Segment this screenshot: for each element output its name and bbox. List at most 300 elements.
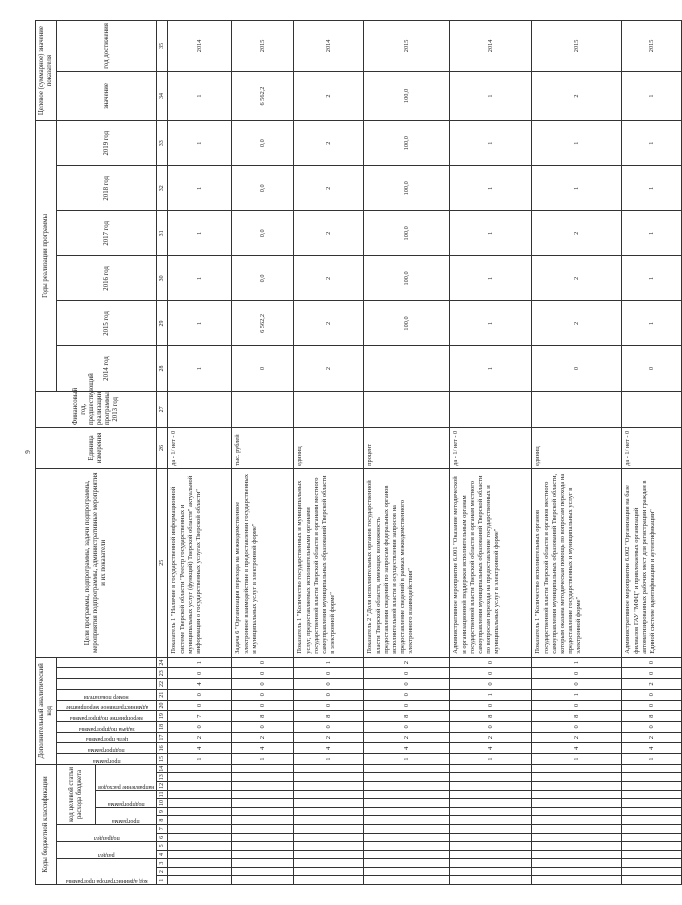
achievement-year-cell: 2014 <box>294 21 364 72</box>
code-cell: 0 <box>232 689 294 700</box>
code-cell <box>294 850 364 859</box>
column-number: 16 <box>157 743 168 754</box>
code-cell <box>532 842 622 851</box>
year-value-cell: 1 <box>622 166 682 211</box>
code-cell: 0 <box>168 689 232 700</box>
base-year-cell <box>294 391 364 427</box>
year-value-cell: 1 <box>532 121 622 166</box>
year-value-cell: 0,0 <box>232 256 294 301</box>
code-cell <box>450 799 532 808</box>
code-cell: 0 <box>450 700 532 711</box>
code-cell <box>168 790 232 799</box>
year-value-cell: 1 <box>168 301 232 346</box>
column-number: 32 <box>157 166 168 211</box>
code-cell <box>294 859 364 868</box>
column-number: 12 <box>157 782 168 791</box>
code-cell <box>532 833 622 842</box>
base-year-cell <box>532 391 622 427</box>
year-value-cell: 0 <box>622 346 682 391</box>
code-cell: 0 <box>294 689 364 700</box>
code-cell: 4 <box>232 743 294 754</box>
code-cell <box>168 764 232 773</box>
code-cell <box>168 859 232 868</box>
column-number: 24 <box>157 657 168 668</box>
year-value-cell: 100,0 <box>364 121 450 166</box>
year-value-cell: 1 <box>622 121 682 166</box>
achievement-year-cell: 2015 <box>364 21 450 72</box>
code-cell <box>450 782 532 791</box>
code-cell: 0 <box>532 679 622 690</box>
final-value-cell: 1 <box>168 71 232 120</box>
code-cell: 0 <box>364 679 450 690</box>
final-value-cell: 2 <box>294 71 364 120</box>
column-number: 30 <box>157 256 168 301</box>
final-value-cell: 2 <box>532 71 622 120</box>
code-cell: 7 <box>168 711 232 722</box>
code-cell: 2 <box>364 657 450 668</box>
year-value-cell: 1 <box>622 256 682 301</box>
code-cell: 4 <box>364 743 450 754</box>
code-cell <box>294 764 364 773</box>
code-cell <box>622 833 682 842</box>
year-value-cell: 6 562,2 <box>232 301 294 346</box>
final-value-cell: 100,0 <box>364 71 450 120</box>
indicator-description: Показатель 1 "Количество государственных и муниципальных услуг, предоставляемых исполнительными органами государственной власти Тверской области и органами местного самоуправления муниципальных образований Тверской области в электронной форме" <box>294 468 364 657</box>
code-cell <box>294 824 364 833</box>
code-cell: 2 <box>622 732 682 743</box>
column-number: 13 <box>157 773 168 782</box>
code-cell <box>294 876 364 885</box>
code-cell: 2 <box>622 679 682 690</box>
podprogramma-code-header: подпрограмма <box>107 800 145 807</box>
year-value-cell: 2 <box>532 211 622 256</box>
unit-cell: единиц <box>532 428 622 469</box>
code-cell: 0 <box>364 689 450 700</box>
code-cell <box>294 867 364 876</box>
year-value-cell: 2 <box>532 301 622 346</box>
year-value-cell: 1 <box>450 211 532 256</box>
code-cell <box>450 816 532 825</box>
year-value-cell: 1 <box>168 121 232 166</box>
code-cell <box>294 790 364 799</box>
code-cell: 0 <box>450 668 532 679</box>
code-cell: 0 <box>232 722 294 733</box>
code-cell <box>232 782 294 791</box>
code-cell <box>168 807 232 816</box>
year-value-cell: 1 <box>622 211 682 256</box>
year-2016-header: 2016 год <box>57 256 157 301</box>
year-value-cell: 100,0 <box>364 166 450 211</box>
admin-code-header: код администратора программы <box>65 878 148 884</box>
code-cell <box>532 807 622 816</box>
code-cell <box>450 859 532 868</box>
column-number: 26 <box>157 428 168 469</box>
code-cell <box>622 816 682 825</box>
code-cell: 8 <box>232 711 294 722</box>
code-cell: 0 <box>364 700 450 711</box>
column-number: 33 <box>157 121 168 166</box>
code-cell <box>364 842 450 851</box>
code-cell <box>168 876 232 885</box>
final-value-header: Целевое (суммарное) значение показателя <box>36 21 57 121</box>
column-number: 6 <box>157 833 168 842</box>
code-cell <box>532 850 622 859</box>
unit-cell: тыс. рублей <box>232 428 294 469</box>
code-cell: 0 <box>294 668 364 679</box>
column-number: 18 <box>157 722 168 733</box>
budget-codes-header: Коды бюджетной классификации <box>36 764 57 884</box>
code-cell: 1 <box>168 754 232 765</box>
table-row <box>364 21 450 885</box>
code-cell <box>450 824 532 833</box>
code-cell <box>622 859 682 868</box>
code-cell: 0 <box>532 722 622 733</box>
column-number: 14 <box>157 764 168 773</box>
code-cell: 8 <box>364 711 450 722</box>
code-cell: 0 <box>532 700 622 711</box>
years-header: Годы реализации программы <box>36 121 57 391</box>
final-value-cell: 1 <box>622 71 682 120</box>
year-2017-header: 2017 год <box>57 211 157 256</box>
code-cell: 0 <box>622 722 682 733</box>
code-cell: 8 <box>294 711 364 722</box>
code-cell <box>168 833 232 842</box>
table-row <box>532 21 622 885</box>
code-cell: 2 <box>364 732 450 743</box>
code-cell: 4 <box>532 743 622 754</box>
code-cell: 1 <box>532 754 622 765</box>
table-row <box>168 21 232 885</box>
base-year-cell <box>232 391 294 427</box>
code-cell: 0 <box>232 668 294 679</box>
indicator-description: Показатель 1 "Наличие в государственной информационной системе Тверской области "Реестр государственных и муниципальных услуг (функций) Тверской области" актуальной информации о государственных услугах Тверской области" <box>168 468 232 657</box>
code-cell <box>622 876 682 885</box>
year-value-cell: 2 <box>532 256 622 301</box>
target-article-header: код целевой статьи расхода бюджета <box>68 766 83 822</box>
code-cell <box>364 824 450 833</box>
column-number: 35 <box>157 21 168 72</box>
code-cell <box>450 842 532 851</box>
year-value-cell: 1 <box>450 166 532 211</box>
code-cell: 1 <box>622 754 682 765</box>
code-cell <box>622 799 682 808</box>
code-cell <box>450 833 532 842</box>
year-value-cell: 100,0 <box>364 211 450 256</box>
code-cell <box>168 782 232 791</box>
page-number: 9 <box>23 450 32 454</box>
year-value-cell: 1 <box>168 166 232 211</box>
table-row <box>450 21 532 885</box>
code-cell: 1 <box>364 754 450 765</box>
event-header: мероприятие подпрограммы <box>70 715 144 722</box>
base-year-cell <box>168 391 232 427</box>
code-cell <box>232 833 294 842</box>
column-number: 20 <box>157 700 168 711</box>
column-number: 4 <box>157 850 168 859</box>
code-cell <box>232 867 294 876</box>
code-cell: 0 <box>232 679 294 690</box>
unit-cell: единиц <box>294 428 364 469</box>
program-table <box>35 20 682 885</box>
year-value-cell: 2 <box>294 166 364 211</box>
code-cell: 0 <box>622 700 682 711</box>
column-number: 9 <box>157 807 168 816</box>
code-cell <box>232 850 294 859</box>
code-cell <box>622 850 682 859</box>
code-cell: 1 <box>294 657 364 668</box>
code-cell: 8 <box>622 711 682 722</box>
achievement-year-cell: 2015 <box>232 21 294 72</box>
year-2014-header: 2014 год <box>57 346 157 391</box>
column-number: 5 <box>157 842 168 851</box>
code-cell: 1 <box>294 754 364 765</box>
code-cell: 0 <box>450 657 532 668</box>
code-cell <box>450 790 532 799</box>
table-row <box>622 21 682 885</box>
code-cell: 1 <box>232 754 294 765</box>
code-cell: 0 <box>622 657 682 668</box>
code-cell <box>364 799 450 808</box>
code-cell <box>294 773 364 782</box>
code-cell: 8 <box>450 711 532 722</box>
code-cell: 0 <box>168 668 232 679</box>
unit-header: Единица измерения <box>36 428 157 469</box>
code-cell: 2 <box>450 732 532 743</box>
code-cell <box>622 824 682 833</box>
column-number: 27 <box>157 391 168 427</box>
unit-cell: да - 1/ нет - 0 <box>622 428 682 469</box>
year-value-cell: 0,0 <box>232 211 294 256</box>
achievement-year-cell: 2015 <box>532 21 622 72</box>
column-number: 25 <box>157 468 168 657</box>
achievement-year-cell: 2014 <box>168 21 232 72</box>
task-header: задача подпрограммы <box>78 725 135 732</box>
code-cell <box>294 807 364 816</box>
code-cell: 0 <box>294 679 364 690</box>
direction-header: направление расходов <box>98 783 155 790</box>
table-row <box>294 21 364 885</box>
code-cell <box>232 807 294 816</box>
code-cell <box>532 824 622 833</box>
final-value-cell: 1 <box>450 71 532 120</box>
year-2019-header: 2019 год <box>57 121 157 166</box>
code-cell <box>622 807 682 816</box>
code-cell: 0 <box>168 722 232 733</box>
year-value-cell: 1 <box>450 346 532 391</box>
column-number: 8 <box>157 816 168 825</box>
code-cell <box>364 790 450 799</box>
code-cell: 4 <box>294 743 364 754</box>
code-cell <box>622 842 682 851</box>
code-cell <box>364 833 450 842</box>
code-cell <box>364 764 450 773</box>
code-cell: 2 <box>232 732 294 743</box>
year-value-cell: 2 <box>294 256 364 301</box>
goals-header: Цели программы, подпрограммы, задачи подпрограммы, мероприятия подпрограммы, административные мероприятия и их показатели <box>36 468 157 657</box>
code-cell <box>168 867 232 876</box>
code-cell: 1 <box>168 657 232 668</box>
year-value-cell: 2 <box>294 211 364 256</box>
table-row <box>232 21 294 885</box>
code-cell <box>364 816 450 825</box>
code-cell <box>168 842 232 851</box>
code-cell <box>232 842 294 851</box>
indicator-description: Задача 6 "Организация перехода на межведомственное электронное взаимодействие в предоставлении государственных и муниципальных услуг в электронной форме" <box>232 468 294 657</box>
podrazdel-header: подраздел <box>93 835 120 842</box>
code-cell <box>294 782 364 791</box>
code-cell <box>232 816 294 825</box>
year-value-cell: 100,0 <box>364 301 450 346</box>
indicator-description: Административное мероприятие 6.002 "Организация на базе филиалов ГАУ "МФЦ" и привлекаемых организаций автоматизированных рабочих мест для регистрации граждан в Единой системе идентификации и аутентификации" <box>622 468 682 657</box>
admin-event-header: административное мероприятие <box>65 704 148 711</box>
code-cell <box>364 773 450 782</box>
column-number-row <box>157 21 168 885</box>
code-cell <box>168 850 232 859</box>
code-cell <box>232 824 294 833</box>
code-cell <box>532 816 622 825</box>
code-cell <box>364 807 450 816</box>
program-header: программа <box>92 757 121 764</box>
column-number: 31 <box>157 211 168 256</box>
code-cell <box>294 842 364 851</box>
year-value-cell <box>364 346 450 391</box>
goal-header: цель программы <box>85 736 128 743</box>
year-value-cell: 100,0 <box>364 256 450 301</box>
base-year-cell <box>450 391 532 427</box>
code-cell <box>532 876 622 885</box>
code-cell <box>232 859 294 868</box>
indicator-number-header: номер показателя <box>84 693 130 700</box>
razdel-header: раздел <box>98 852 116 859</box>
unit-cell: да - 1/ нет - 0 <box>450 428 532 469</box>
code-cell: 0 <box>294 722 364 733</box>
code-cell <box>168 799 232 808</box>
final-value-cell: 6 562,2 <box>232 71 294 120</box>
code-cell: 2 <box>532 732 622 743</box>
fin-year-header: Финансовый год, предшествующий реализации программы, 2013 год <box>36 391 157 427</box>
code-cell <box>232 773 294 782</box>
code-cell: 1 <box>532 689 622 700</box>
code-cell <box>450 764 532 773</box>
year-value-cell: 1 <box>450 121 532 166</box>
code-cell: 0 <box>450 679 532 690</box>
code-cell: 0 <box>622 689 682 700</box>
code-cell: 0 <box>622 668 682 679</box>
column-number: 10 <box>157 799 168 808</box>
code-cell: 1 <box>450 754 532 765</box>
year-value-cell: 0 <box>232 346 294 391</box>
code-cell <box>532 799 622 808</box>
unit-cell: да - 1/ нет - 0 <box>168 428 232 469</box>
code-cell <box>622 773 682 782</box>
year-value-cell: 0 <box>532 346 622 391</box>
code-cell: 4 <box>168 743 232 754</box>
code-cell <box>364 850 450 859</box>
code-cell <box>232 764 294 773</box>
programma-code-header: программа <box>112 817 140 824</box>
base-year-cell <box>622 391 682 427</box>
year-value-cell: 2 <box>294 346 364 391</box>
code-cell <box>450 850 532 859</box>
code-cell: 0 <box>364 722 450 733</box>
year-value-cell: 0,0 <box>232 166 294 211</box>
base-year-cell <box>364 391 450 427</box>
code-cell <box>532 790 622 799</box>
column-number: 1 <box>157 876 168 885</box>
achievement-year-header: год достижения <box>57 21 157 72</box>
year-value-cell: 1 <box>622 301 682 346</box>
code-cell: 4 <box>450 743 532 754</box>
year-value-cell: 1 <box>450 301 532 346</box>
code-cell <box>622 782 682 791</box>
code-cell: 0 <box>168 700 232 711</box>
code-cell <box>364 867 450 876</box>
column-number: 29 <box>157 301 168 346</box>
year-value-cell: 2 <box>294 301 364 346</box>
code-cell <box>532 859 622 868</box>
value-header: значение <box>57 71 157 120</box>
column-number: 3 <box>157 859 168 868</box>
column-number: 7 <box>157 824 168 833</box>
code-cell <box>232 790 294 799</box>
code-cell: 4 <box>622 743 682 754</box>
code-cell <box>450 876 532 885</box>
code-cell <box>622 790 682 799</box>
year-value-cell: 1 <box>168 211 232 256</box>
code-cell: 0 <box>450 722 532 733</box>
code-cell <box>622 764 682 773</box>
year-value-cell: 2 <box>294 121 364 166</box>
document-page <box>35 20 657 885</box>
unit-cell: процент <box>364 428 450 469</box>
year-value-cell: 1 <box>168 256 232 301</box>
year-value-cell: 0,0 <box>232 121 294 166</box>
code-cell <box>294 799 364 808</box>
subprogram-header: подпрограмма <box>88 747 126 754</box>
column-number: 22 <box>157 679 168 690</box>
code-cell <box>450 867 532 876</box>
column-number: 34 <box>157 71 168 120</box>
code-cell <box>364 782 450 791</box>
achievement-year-cell: 2015 <box>622 21 682 72</box>
column-number: 2 <box>157 867 168 876</box>
code-cell <box>232 876 294 885</box>
code-cell <box>364 876 450 885</box>
year-value-cell: 1 <box>168 346 232 391</box>
year-2018-header: 2018 год <box>57 166 157 211</box>
column-number: 11 <box>157 790 168 799</box>
column-number: 19 <box>157 711 168 722</box>
indicator-description: Административное мероприятие 6.001 "Оказание методической и организационной поддержки исполнительным органам государственной власти Тверской области и органам местного самоуправления муниципальных образований Тверской области по вопросам перехода на предоставление государственных и муниципальных услуг в электронной форме" <box>450 468 532 657</box>
code-cell: 2 <box>294 732 364 743</box>
code-cell <box>294 833 364 842</box>
code-cell <box>532 764 622 773</box>
code-cell <box>168 824 232 833</box>
column-number: 21 <box>157 689 168 700</box>
code-cell: 1 <box>450 689 532 700</box>
code-cell <box>294 816 364 825</box>
column-number: 17 <box>157 732 168 743</box>
code-cell: 0 <box>232 657 294 668</box>
code-cell <box>532 773 622 782</box>
code-cell: 8 <box>532 711 622 722</box>
code-cell <box>622 867 682 876</box>
indicator-description: Показатель 2 "Доля исполнительных органов государственной власти Тверской области, имеющих возможность предоставления сведений по запросам федеральных органов исполнительной власти и осуществления запросов на предоставление сведений в рамках межведомственного электронного взаимодействия" <box>364 468 450 657</box>
code-cell <box>450 807 532 816</box>
indicator-description: Показатель 1 "Количество исполнительных органов государственной власти Тверской области и органов местного самоуправления муниципальных образований Тверской области, которым оказана методическая помощь по вопросам перехода на предоставление государственных и муниципальных услуг в электронной форме" <box>532 468 622 657</box>
achievement-year-cell: 2014 <box>450 21 532 72</box>
analytic-code-header: Дополнительный аналитический код <box>36 657 57 764</box>
